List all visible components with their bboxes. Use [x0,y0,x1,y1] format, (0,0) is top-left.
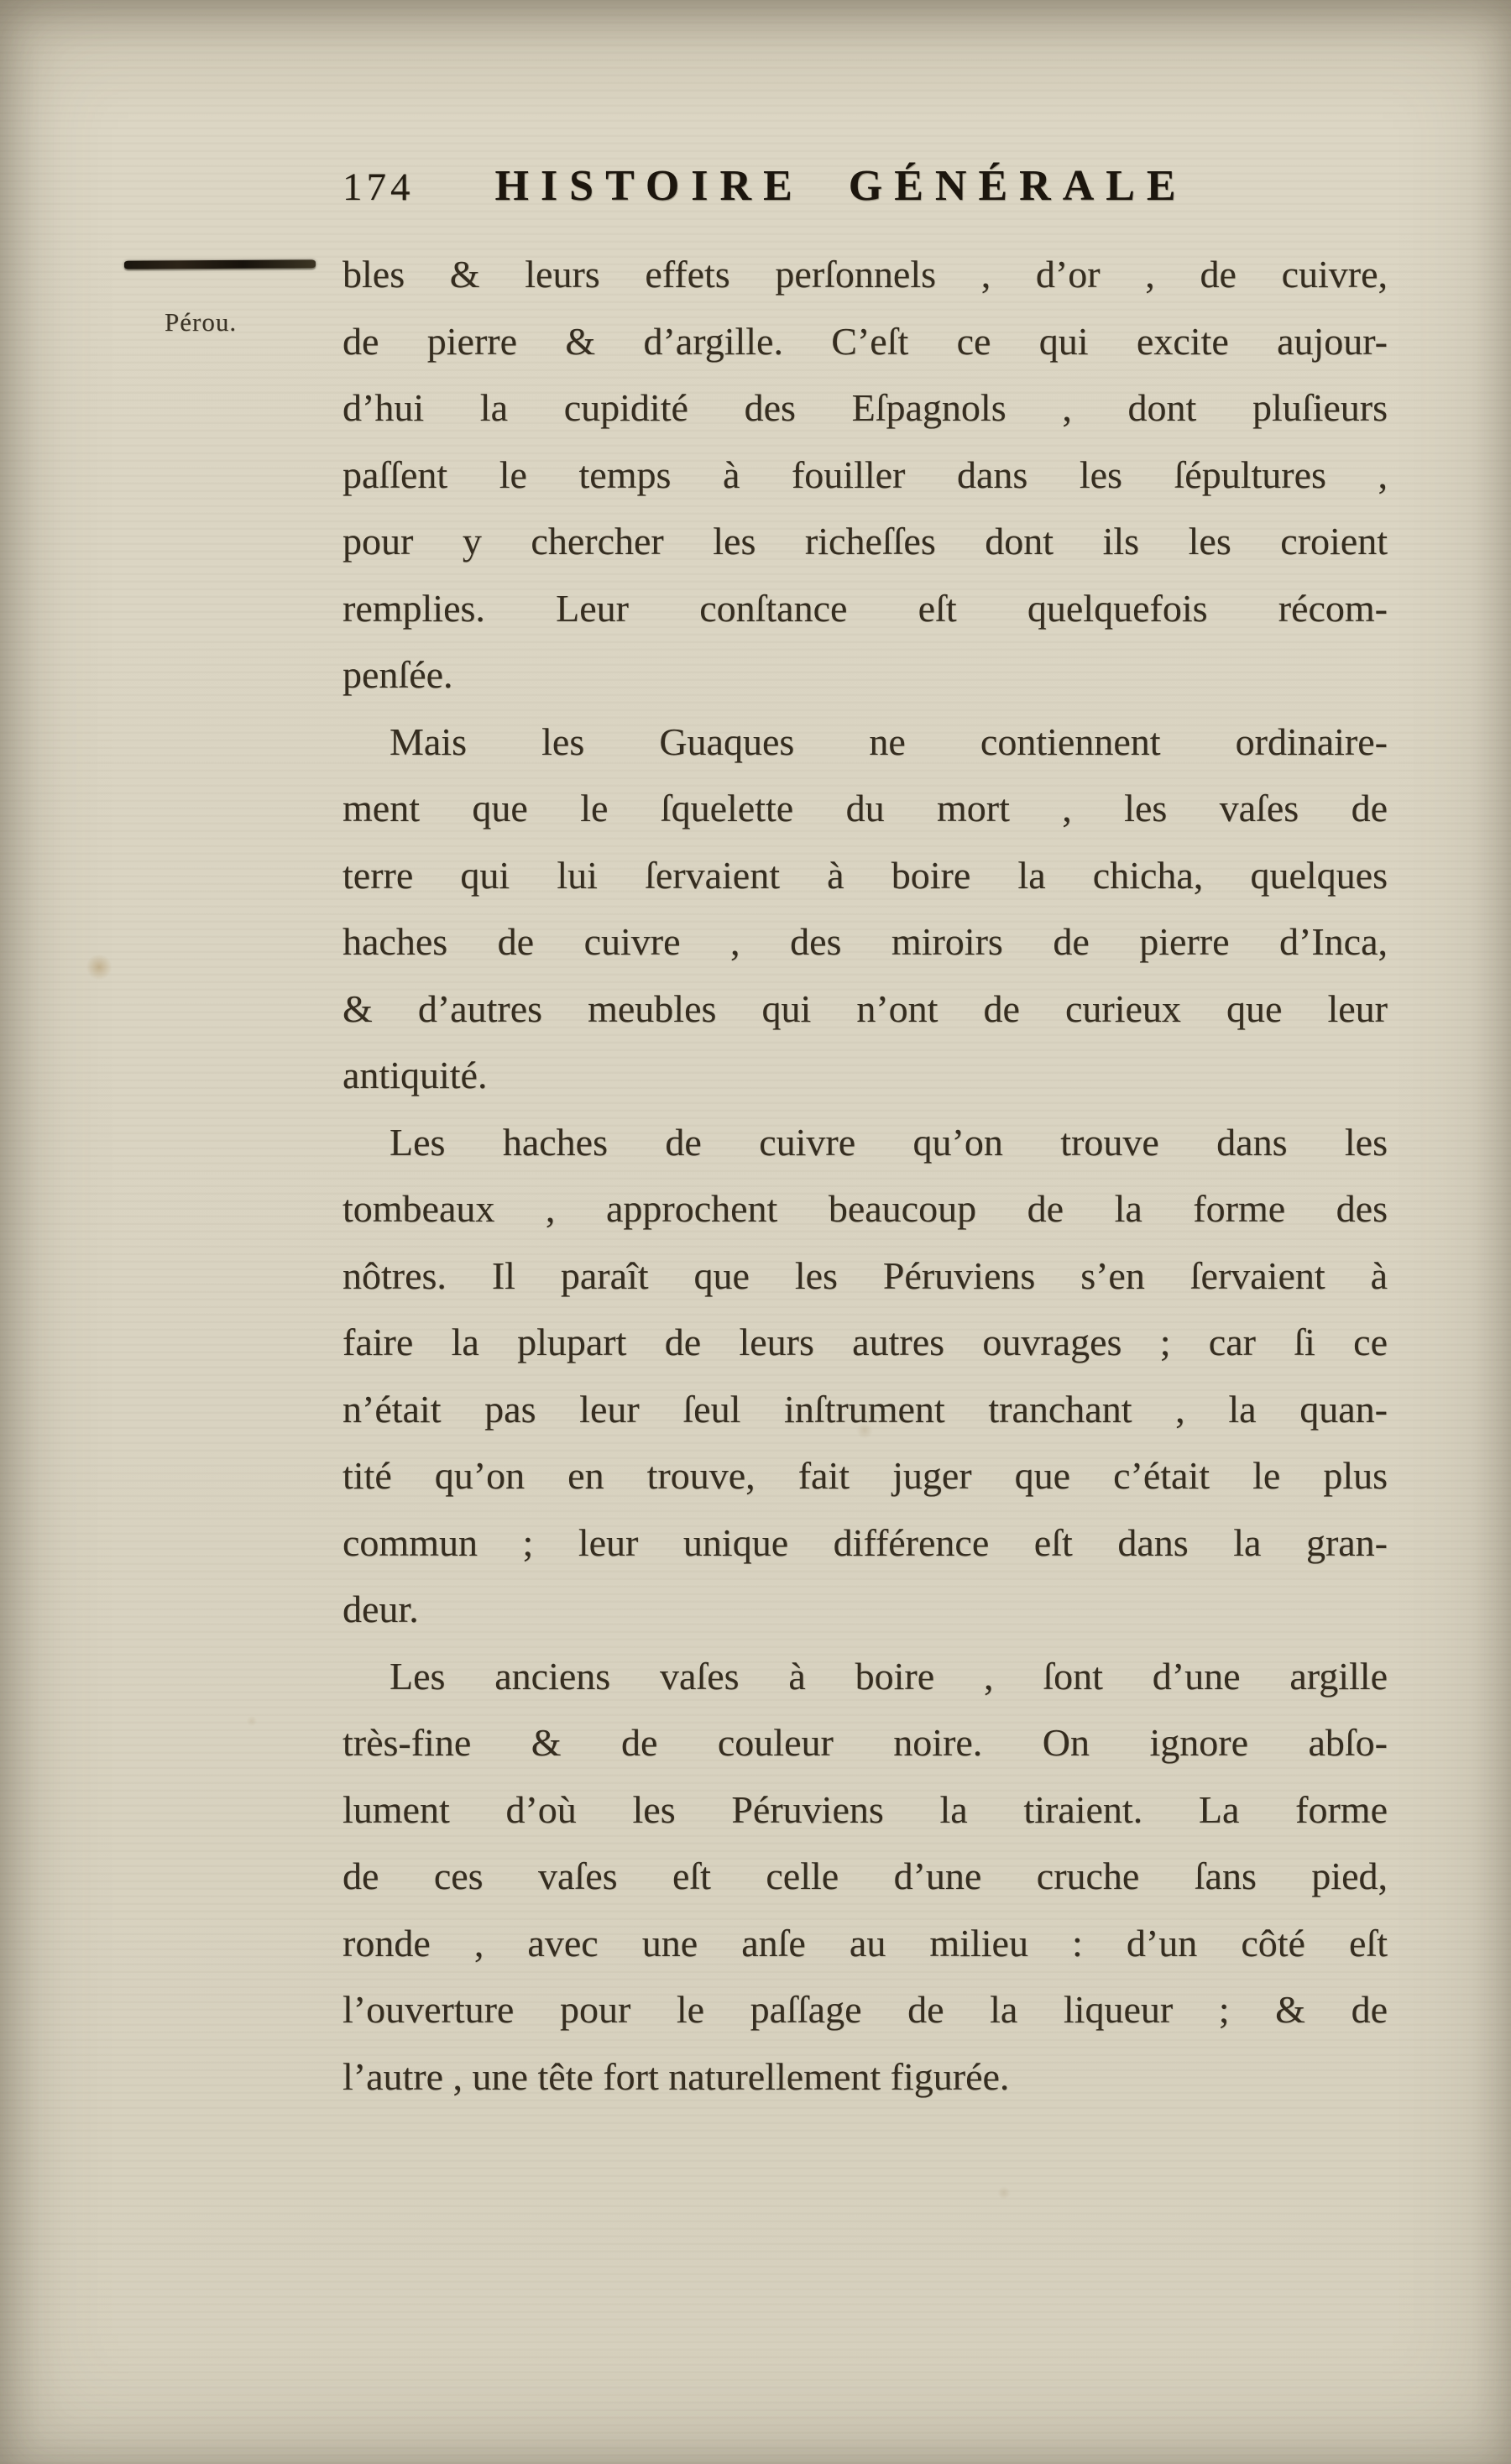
text-line: bles & leurs effets perſonnels , d’or , de cuivre, [342,253,1388,296]
text-line: de pierre & d’argille. C’eſt ce qui excite aujour- [342,319,1388,363]
margin-note: Pérou. [165,307,238,337]
text-line: nôtres. Il paraît que les Péruviens s’en ſervaient à [342,1253,1388,1297]
text-line: Les anciens vaſes à boire , ſont d’une argille [390,1654,1388,1698]
text-line: haches de cuivre , des miroirs de pierre d’Inca, [342,920,1388,963]
text-line: paſſent le temps à fouiller dans les ſépultures , [342,453,1388,496]
page-number: 174 [342,165,415,209]
text-column [342,161,1388,2110]
text-line: tité qu’on en trouve, fait juger que c’était le plus [342,1454,1388,1497]
text-line: l’ouverture pour le paſſage de la liqueur ; & de [342,1988,1388,2031]
page-header [342,161,1388,211]
text-line: très-fine & de couleur noire. On ignore abſo- [342,1721,1388,1764]
text-line: l’autre , une tête fort naturellement figurée. [342,2054,1010,2098]
text-line: ment que le ſquelette du mort , les vaſes de [342,787,1388,829]
text-line: terre qui lui ſervaient à boire la chicha, quelques [342,853,1388,897]
text-line: deur. [342,1588,419,1630]
text-line: n’était pas leur ſeul inſtrument tranchant , la quan- [342,1387,1388,1431]
text-line: penſée. [342,653,453,696]
text-line: commun ; leur unique différence eſt dans la gran- [342,1520,1388,1564]
text-line: de ces vaſes eſt celle d’une cruche ſans pied, [342,1855,1388,1897]
text-line: & d’autres meubles qui n’ont de curieux que leur [342,986,1388,1030]
text-line: faire la plupart de leurs autres ouvrages ; car ſi ce [342,1321,1388,1363]
running-title: HISTOIRE GÉNÉRALE [494,162,1188,210]
text-line: antiquité. [342,1054,488,1096]
text-line: Les haches de cuivre qu’on trouve dans les [390,1120,1388,1164]
text-line: remplies. Leur conſtance eſt quelquefois récom- [342,586,1388,630]
text-line: Mais les Guaques ne contiennent ordinaire- [390,719,1388,763]
body-text [342,241,1388,2110]
text-line: lument d’où les Péruviens la tiraient. La forme [342,1787,1388,1831]
margin-ornament-rule [124,259,316,269]
text-line: pour y chercher les richeſſes dont ils les croient [342,520,1388,562]
text-line: tombeaux , approchent beaucoup de la forme des [342,1187,1388,1230]
text-line: d’hui la cupidité des Eſpagnols , dont pluſieurs [342,386,1388,429]
text-line: ronde , avec une anſe au milieu : d’un côté eſt [342,1921,1388,1964]
